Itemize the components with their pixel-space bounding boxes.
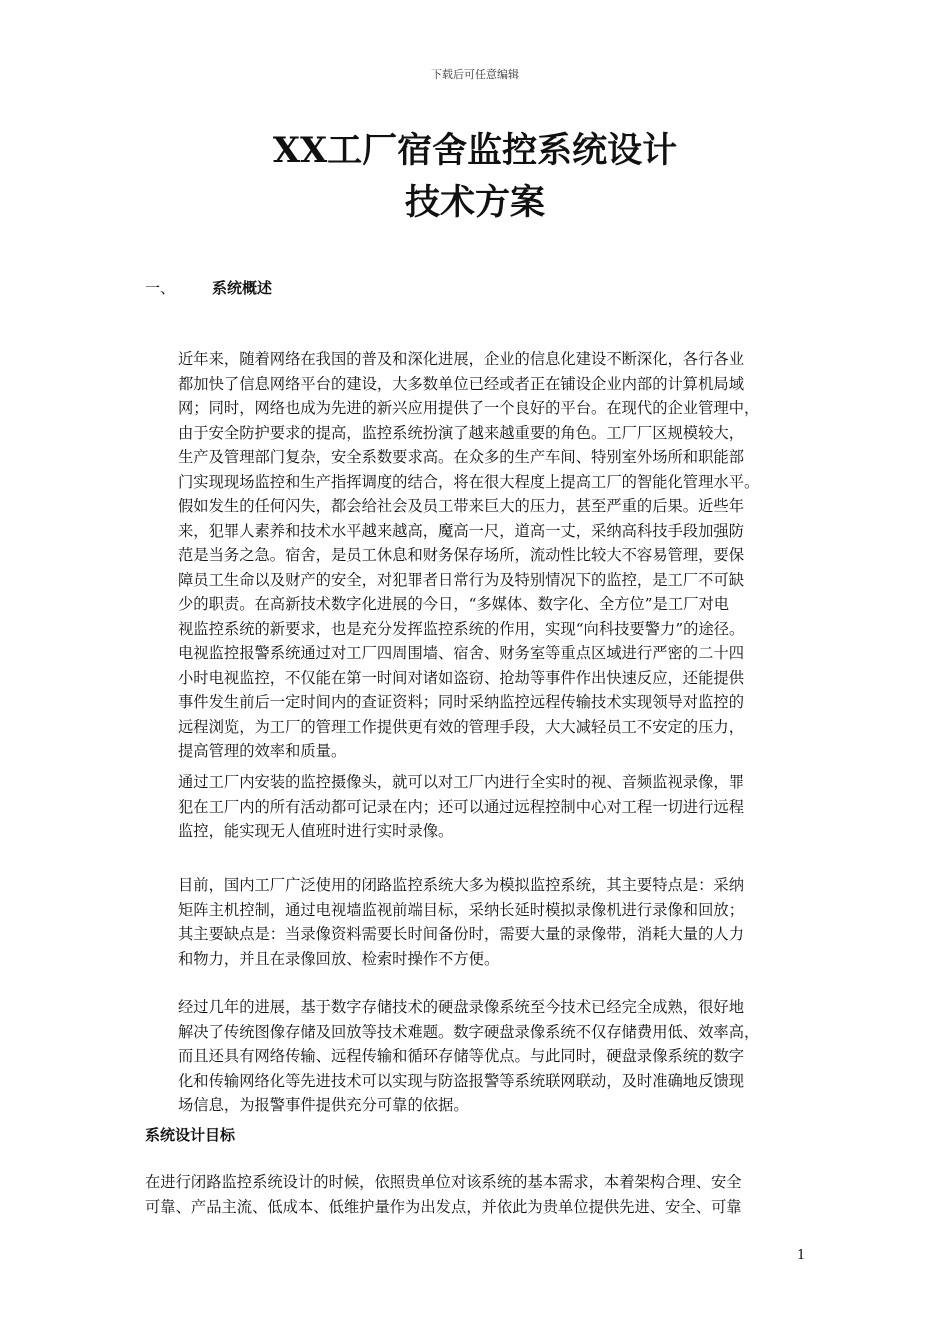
header-note: 下载后可任意编辑: [431, 68, 519, 81]
text-line: 事件发生前后一定时间内的查证资料；同时采纳监控远程传输技术实现领导对监控的: [178, 693, 744, 711]
text-line: 在进行闭路监控系统设计的时候，依照贵单位对该系统的基本需求，本着架构合理、安全: [145, 1173, 742, 1191]
text-line: 化和传输网络化等先进技术可以实现与防盗报警等系统联网联动，及时准确地反馈现: [178, 1071, 744, 1090]
text-line: 小时电视监控，不仅能在第一时间对诸如盗窃、抢劫等事件作出快速反应，还能提供: [178, 668, 744, 687]
text-line: 其主要缺点是：当录像资料需要长时间备份时，需要大量的录像带，消耗大量的人力: [178, 925, 744, 943]
document-title-line1: XX工厂宿舍监控系统设计: [272, 130, 678, 171]
text-line: 解决了传统图像存储及回放等技术难题。数字硬盘录像系统不仅存储费用低、效率高，: [178, 1022, 760, 1041]
text-line: 少的职责。在高新技术数字化进展的今日，“多媒体、数字化、全方位”是工厂对电: [178, 595, 730, 613]
text-line: 场信息，为报警事件提供充分可靠的依据。: [178, 1096, 469, 1114]
text-line: 门实现现场监控和生产指挥调度的结合，将在很大程度上提高工厂的智能化管理水平。: [178, 472, 760, 491]
document-title-line2: 技术方案: [404, 182, 545, 223]
text-line: 犯在工厂内的所有活动都可记录在内；还可以通过远程控制中心对工程一切进行远程: [178, 797, 744, 816]
text-line: 来，犯罪人素养和技术水平越来越高，魔高一尺，道高一丈，采纳高科技手段加强防: [178, 521, 744, 540]
subheading-design-goals: 系统设计目标: [145, 1126, 236, 1144]
text-line: 都加快了信息网络平台的建设，大多数单位已经或者正在铺设企业内部的计算机局域: [178, 374, 744, 393]
page-number: 1: [797, 1248, 806, 1263]
text-line: 近年来，随着网络在我国的普及和深化进展，企业的信息化建设不断深化，各行各业: [178, 350, 744, 368]
text-line: 电视监控报警系统通过对工厂四周围墙、宿舍、财务室等重点区域进行严密的二十四: [178, 644, 744, 662]
text-line: 生产及管理部门复杂，安全系数要求高。在众多的生产车间、特别室外场所和职能部: [178, 448, 744, 466]
text-line: 目前，国内工厂广泛使用的闭路监控系统大多为模拟监控系统，其主要特点是：采纳: [178, 876, 744, 894]
text-line: 范是当务之急。宿舍，是员工休息和财务保存场所，流动性比较大不容易管理，要保: [178, 546, 744, 564]
text-line: 经过几年的进展，基于数字存储技术的硬盘录像系统至今技术已经完全成熟，很好地: [178, 998, 744, 1016]
section-title: 系统概述: [212, 279, 273, 297]
text-line: 远程浏览，为工厂的管理工作提供更有效的管理手段，大大减轻员工不安定的压力，: [178, 717, 744, 736]
text-line: 通过工厂内安装的监控摄像头，就可以对工厂内进行全实时的视、音频监视录像，罪: [178, 773, 744, 791]
text-line: 提高管理的效率和质量。: [178, 742, 347, 760]
paragraph-overview-2: [178, 770, 826, 844]
text-line: 视监控系统的新要求，也是充分发挥监控系统的作用，实现“向科技要警力”的途径。: [178, 619, 745, 638]
text-line: 可靠、产品主流、低成本、低维护量作为出发点，并依此为贵单位提供先进、安全、可靠: [145, 1197, 742, 1216]
text-line: 由于安全防护要求的提高，监控系统扮演了越来越重要的角色。工厂厂区规模较大，: [178, 423, 744, 442]
text-line: 监控，能实现无人值班时进行实时录像。: [178, 822, 454, 840]
section-number: 一、: [145, 279, 176, 297]
text-line: 而且还具有网络传输、远程传输和循环存储等优点。与此同时，硬盘录像系统的数字: [178, 1047, 744, 1065]
text-line: 和物力，并且在录像回放、检索时操作不方便。: [178, 949, 500, 968]
paragraph-overview-1: [178, 347, 826, 764]
paragraph-overview-4: [178, 995, 826, 1118]
text-line: 障员工生命以及财产的安全，对犯罪者日常行为及特别情况下的监控，是工厂不可缺: [178, 570, 744, 589]
text-line: 假如发生的任何闪失，都会给社会及员工带来巨大的压力，甚至严重的后果。近些年: [178, 497, 744, 515]
text-line: 网；同时，网络也成为先进的新兴应用提供了一个良好的平台。在现代的企业管理中，: [178, 399, 760, 417]
paragraph-design-goals: [145, 1170, 825, 1219]
text-line: 矩阵主机控制，通过电视墙监视前端目标，采纳长延时模拟录像机进行录像和回放；: [178, 900, 744, 919]
paragraph-overview-3: [178, 873, 826, 971]
